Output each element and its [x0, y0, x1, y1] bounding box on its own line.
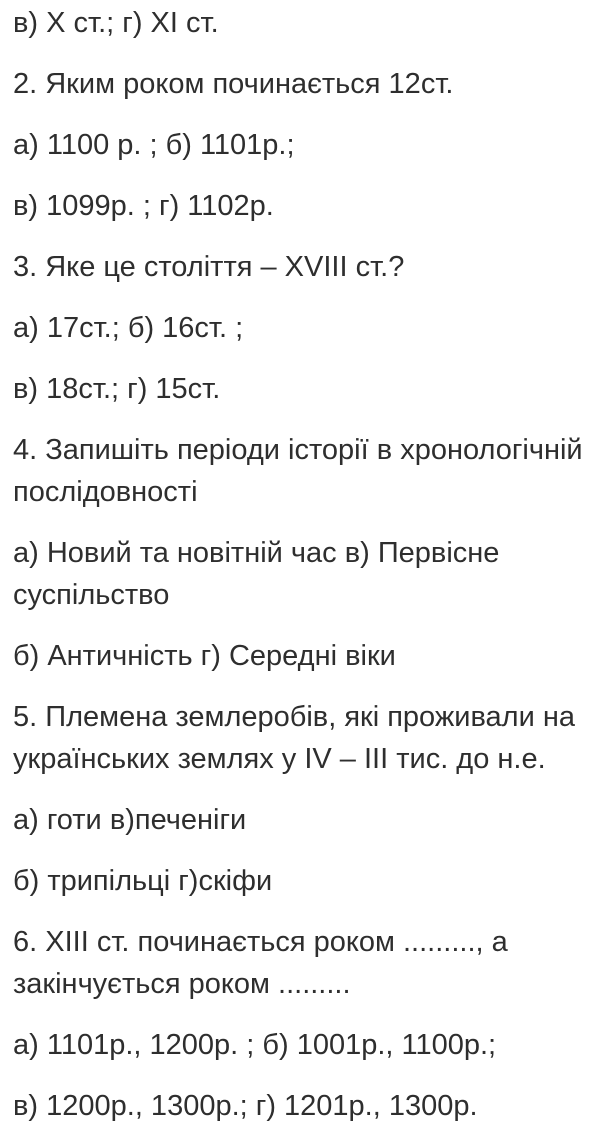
options-text: а) готи в)печеніги	[13, 804, 247, 836]
question-3-options-ab	[13, 307, 606, 349]
question-text: 2. Яким роком починається 12ст.	[13, 68, 454, 100]
options-text: в) X ст.; г) XI ст.	[13, 7, 219, 39]
question-text: 3. Яке це століття – XVIII ст.?	[13, 251, 405, 283]
question-1-options-vg	[13, 2, 606, 44]
question-text: 5. Племена землеробів, які проживали на	[13, 701, 575, 733]
options-text: а) 1100 р. ; б) 1101р.;	[13, 129, 295, 161]
question-4-options-av	[13, 532, 606, 616]
question-5-text	[13, 696, 606, 780]
options-text: б) Античність г) Середні віки	[13, 640, 396, 672]
question-6-options-ab	[13, 1024, 606, 1066]
question-text: українських землях у IV – III тис. до н.е.	[13, 743, 546, 775]
question-4-text	[13, 429, 606, 513]
options-text: в) 1099р. ; г) 1102р.	[13, 190, 274, 222]
options-text: б) трипільці г)скіфи	[13, 865, 273, 897]
question-3-options-vg	[13, 368, 606, 410]
question-4-options-bg	[13, 635, 606, 677]
question-text: послідовності	[13, 476, 198, 508]
question-text: 4. Запишіть періоди історії в хронологічній	[13, 434, 583, 466]
options-text: а) Новий та новітній час в) Первісне	[13, 537, 500, 569]
options-text: в) 1200р., 1300р.; г) 1201р., 1300р.	[13, 1090, 478, 1122]
question-5-options-bg	[13, 860, 606, 902]
question-6-text	[13, 921, 606, 1005]
options-text: в) 18ст.; г) 15ст.	[13, 373, 221, 405]
question-6-options-vg	[13, 1085, 606, 1127]
options-text: суспільство	[13, 579, 170, 611]
question-text: закінчується роком .........	[13, 968, 351, 1000]
question-2-options-ab	[13, 124, 606, 166]
question-text: 6. XIII ст. починається роком ........., а	[13, 926, 508, 958]
options-text: а) 1101р., 1200р. ; б) 1001р., 1100р.;	[13, 1029, 497, 1061]
options-text: а) 17ст.; б) 16ст. ;	[13, 312, 244, 344]
question-5-options-av	[13, 799, 606, 841]
question-2-text	[13, 63, 606, 105]
question-2-options-vg	[13, 185, 606, 227]
question-3-text	[13, 246, 606, 288]
